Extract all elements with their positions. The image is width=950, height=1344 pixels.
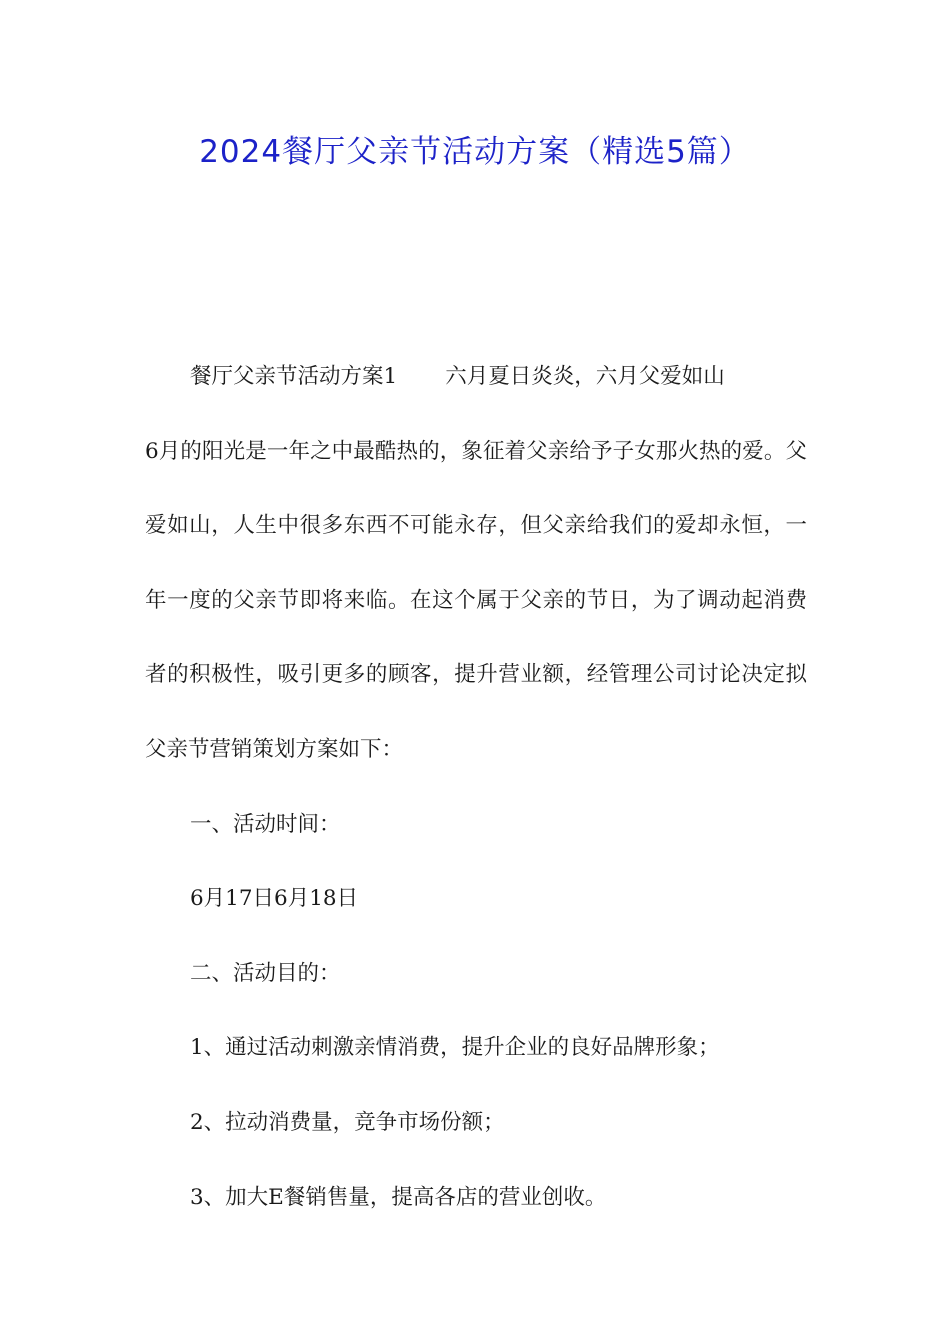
intro-sentence: 六月夏日炎炎，六月父爱如山 xyxy=(445,364,725,389)
section2-heading: 二、活动目的： xyxy=(190,960,341,986)
section-heading-line xyxy=(145,340,807,415)
section-heading: 餐厅父亲节活动方案1 xyxy=(190,364,398,389)
goal-item-1: 1、通过活动刺激亲情消费，提升企业的良好品牌形象； xyxy=(190,1035,720,1061)
goal-item-2: 2、拉动消费量，竞争市场份额； xyxy=(190,1109,505,1135)
section1-heading: 一、活动时间： xyxy=(190,811,341,837)
intro-paragraph: 6月的阳光是一年之中最酷热的，象征着父亲给予子女那火热的爱。父爱如山，人生中很多东西不可能永存，但父亲给我们的爱却永恒，一年一度的父亲节即将来临。在这个属于父亲的节日，为了调动起消费者的积极性，吸引更多的顾客，提升营业额，经管理公司讨论决定拟父亲节营销策划方案如下： xyxy=(145,438,807,762)
goal-item-3: 3、加大E餐销售量，提高各店的营业创收。 xyxy=(190,1184,607,1210)
document-body xyxy=(145,340,807,1235)
section1-content: 6月17日6月18日 xyxy=(190,886,359,912)
document-title: 2024餐厅父亲节活动方案（精选5篇） xyxy=(199,134,751,170)
